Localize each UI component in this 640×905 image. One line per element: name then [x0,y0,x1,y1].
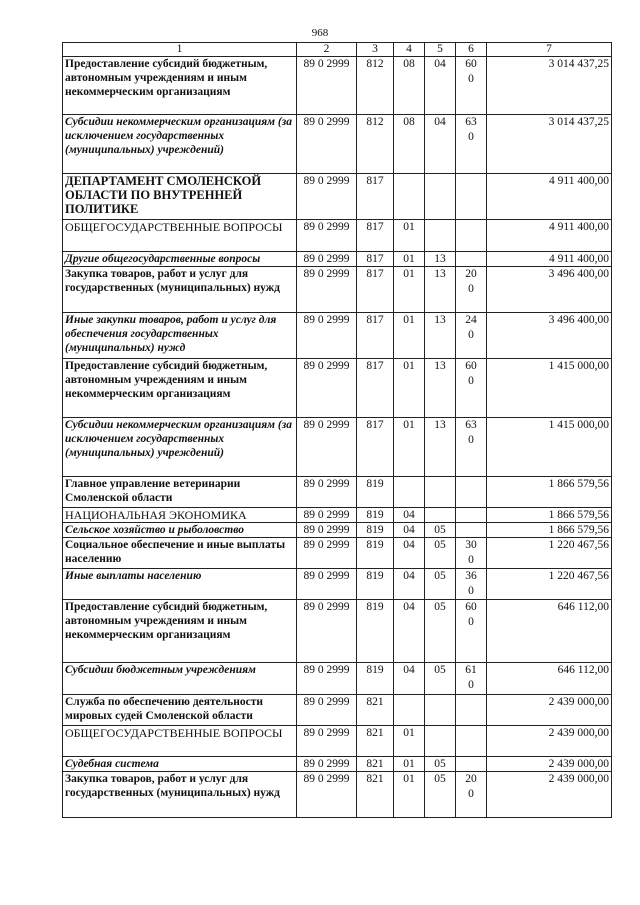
admin-code-cell: 821 [357,757,394,772]
section-cell: 01 [394,418,425,477]
admin-code-cell: 821 [357,772,394,818]
target-article-cell: 89 0 2999 [297,538,357,569]
target-article-cell: 89 0 2999 [297,418,357,477]
section-cell: 04 [394,600,425,663]
row-name-cell: ДЕПАРТАМЕНТ СМОЛЕНСКОЙ ОБЛАСТИ ПО ВНУТРЕННЕЙ ПОЛИТИКЕ [63,174,297,220]
row-name-cell: Субсидии некоммерческим организациям (за исключением государственных (муниципальных) учреждений) [63,418,297,477]
section-cell: 04 [394,663,425,695]
expense-type-cell [456,267,487,313]
section-cell: 01 [394,267,425,313]
subsection-cell: 05 [425,523,456,538]
expense-type-cell [456,313,487,359]
subsection-cell [425,477,456,508]
admin-code-cell: 817 [357,252,394,267]
amount-cell: 1 866 579,56 [487,523,612,538]
expense-type-code: 600 [465,601,477,628]
admin-code-cell: 819 [357,523,394,538]
table-row [63,418,612,477]
target-article-cell: 89 0 2999 [297,313,357,359]
target-article-cell: 89 0 2999 [297,174,357,220]
subsection-cell [425,220,456,252]
row-name-cell: Другие общегосударственные вопросы [63,252,297,267]
expense-type-cell [456,600,487,663]
section-cell: 04 [394,538,425,569]
target-article-cell: 89 0 2999 [297,695,357,726]
target-article-cell: 89 0 2999 [297,57,357,115]
amount-cell: 3 496 400,00 [487,267,612,313]
subsection-cell: 05 [425,757,456,772]
expense-type-cell [456,695,487,726]
amount-cell: 3 014 437,25 [487,57,612,115]
row-name-cell: Предоставление субсидий бюджетным, автономным учреждениям и иным некоммерческим организациям [63,359,297,418]
target-article-cell: 89 0 2999 [297,508,357,523]
amount-cell: 1 415 000,00 [487,359,612,418]
subsection-cell: 13 [425,418,456,477]
subsection-cell: 04 [425,115,456,174]
target-article-cell: 89 0 2999 [297,772,357,818]
admin-code-cell: 812 [357,115,394,174]
expense-type-cell [456,523,487,538]
row-name-cell: НАЦИОНАЛЬНАЯ ЭКОНОМИКА [63,508,297,523]
row-name-cell: Закупка товаров, работ и услуг для государственных (муниципальных) нужд [63,772,297,818]
subsection-cell [425,695,456,726]
amount-cell: 1 220 467,56 [487,569,612,600]
target-article-cell: 89 0 2999 [297,663,357,695]
expense-type-code: 360 [465,570,477,597]
expense-type-code: 200 [465,268,477,295]
admin-code-cell: 819 [357,508,394,523]
amount-cell: 4 911 400,00 [487,252,612,267]
row-name-cell: Иные закупки товаров, работ и услуг для обеспечения государственных (муниципальных) нужд [63,313,297,359]
header-cell: 2 [297,43,357,57]
expense-type-code: 630 [465,419,477,446]
expense-type-cell [456,115,487,174]
expense-type-cell [456,569,487,600]
table-row [63,726,612,757]
row-name-cell: ОБЩЕГОСУДАРСТВЕННЫЕ ВОПРОСЫ [63,726,297,757]
section-cell: 01 [394,757,425,772]
subsection-cell: 13 [425,313,456,359]
amount-cell: 1 415 000,00 [487,418,612,477]
section-cell: 01 [394,220,425,252]
expense-type-cell [456,477,487,508]
section-cell [394,174,425,220]
table-row [63,267,612,313]
table-row [63,57,612,115]
table-row [63,508,612,523]
column-number-row [63,43,612,57]
row-name-cell: Субсидии некоммерческим организациям (за исключением государственных (муниципальных) учреждений) [63,115,297,174]
expense-type-cell [456,418,487,477]
target-article-cell: 89 0 2999 [297,600,357,663]
table-row [63,757,612,772]
table-row [63,252,612,267]
admin-code-cell: 817 [357,220,394,252]
row-name-cell: Социальное обеспечение и иные выплаты населению [63,538,297,569]
row-name-cell: Иные выплаты населению [63,569,297,600]
admin-code-cell: 817 [357,174,394,220]
amount-cell: 2 439 000,00 [487,757,612,772]
target-article-cell: 89 0 2999 [297,359,357,418]
row-name-cell: Предоставление субсидий бюджетным, автономным учреждениям и иным некоммерческим организациям [63,600,297,663]
subsection-cell: 04 [425,57,456,115]
expense-type-cell [456,252,487,267]
expense-type-code: 240 [465,314,477,341]
subsection-cell: 05 [425,772,456,818]
section-cell: 08 [394,115,425,174]
expense-type-cell [456,359,487,418]
section-cell: 01 [394,726,425,757]
subsection-cell: 05 [425,538,456,569]
amount-cell: 3 014 437,25 [487,115,612,174]
table-row [63,523,612,538]
admin-code-cell: 812 [357,57,394,115]
section-cell: 04 [394,569,425,600]
admin-code-cell: 819 [357,538,394,569]
amount-cell: 2 439 000,00 [487,695,612,726]
subsection-cell: 13 [425,252,456,267]
expense-type-code: 300 [465,539,477,566]
expense-type-code: 630 [465,116,477,143]
row-name-cell: Сельское хозяйство и рыболовство [63,523,297,538]
admin-code-cell: 819 [357,569,394,600]
amount-cell: 1 866 579,56 [487,508,612,523]
subsection-cell [425,726,456,757]
table-row [63,477,612,508]
subsection-cell: 13 [425,267,456,313]
section-cell [394,477,425,508]
admin-code-cell: 817 [357,313,394,359]
target-article-cell: 89 0 2999 [297,220,357,252]
table-row [63,115,612,174]
expense-type-code: 610 [465,664,477,691]
table-row [63,313,612,359]
section-cell: 01 [394,359,425,418]
amount-cell: 1 220 467,56 [487,538,612,569]
row-name-cell: Предоставление субсидий бюджетным, автономным учреждениям и иным некоммерческим организациям [63,57,297,115]
admin-code-cell: 821 [357,695,394,726]
target-article-cell: 89 0 2999 [297,267,357,313]
target-article-cell: 89 0 2999 [297,252,357,267]
header-cell: 5 [425,43,456,57]
expense-type-cell [456,757,487,772]
amount-cell: 1 866 579,56 [487,477,612,508]
expense-type-cell [456,220,487,252]
row-name-cell: Служба по обеспечению деятельности мировых судей Смоленской области [63,695,297,726]
expense-type-cell [456,726,487,757]
expense-type-code: 200 [465,773,477,800]
table-row [63,663,612,695]
target-article-cell: 89 0 2999 [297,523,357,538]
amount-cell: 646 112,00 [487,663,612,695]
expense-type-code: 600 [465,58,477,85]
amount-cell: 2 439 000,00 [487,726,612,757]
row-name-cell: Субсидии бюджетным учреждениям [63,663,297,695]
header-cell: 4 [394,43,425,57]
target-article-cell: 89 0 2999 [297,726,357,757]
row-name-cell: Закупка товаров, работ и услуг для государственных (муниципальных) нужд [63,267,297,313]
expense-type-cell [456,174,487,220]
section-cell: 01 [394,252,425,267]
section-cell: 04 [394,523,425,538]
expense-type-cell [456,57,487,115]
target-article-cell: 89 0 2999 [297,115,357,174]
table-row [63,359,612,418]
page-number: 968 [311,27,329,39]
subsection-cell [425,508,456,523]
subsection-cell: 13 [425,359,456,418]
table-row [63,600,612,663]
expense-type-cell [456,538,487,569]
admin-code-cell: 817 [357,359,394,418]
table-row [63,695,612,726]
amount-cell: 646 112,00 [487,600,612,663]
section-cell: 01 [394,313,425,359]
admin-code-cell: 819 [357,663,394,695]
header-cell: 3 [357,43,394,57]
row-name-cell: Главное управление ветеринарии Смоленской области [63,477,297,508]
amount-cell: 2 439 000,00 [487,772,612,818]
subsection-cell: 05 [425,569,456,600]
admin-code-cell: 819 [357,600,394,663]
table-row [63,220,612,252]
amount-cell: 3 496 400,00 [487,313,612,359]
target-article-cell: 89 0 2999 [297,569,357,600]
expense-type-cell [456,663,487,695]
header-cell: 6 [456,43,487,57]
admin-code-cell: 817 [357,267,394,313]
section-cell: 01 [394,772,425,818]
row-name-cell: Судебная система [63,757,297,772]
subsection-cell: 05 [425,663,456,695]
admin-code-cell: 821 [357,726,394,757]
row-name-cell: ОБЩЕГОСУДАРСТВЕННЫЕ ВОПРОСЫ [63,220,297,252]
amount-cell: 4 911 400,00 [487,220,612,252]
subsection-cell: 05 [425,600,456,663]
target-article-cell: 89 0 2999 [297,477,357,508]
table-row [63,538,612,569]
expense-type-code: 600 [465,360,477,387]
table-row [63,569,612,600]
table-row [63,174,612,220]
header-cell: 7 [487,43,612,57]
table-row [63,772,612,818]
section-cell [394,695,425,726]
expense-type-cell [456,772,487,818]
admin-code-cell: 817 [357,418,394,477]
target-article-cell: 89 0 2999 [297,757,357,772]
subsection-cell [425,174,456,220]
admin-code-cell: 819 [357,477,394,508]
section-cell: 08 [394,57,425,115]
section-cell: 04 [394,508,425,523]
budget-table [62,42,612,818]
expense-type-cell [456,508,487,523]
amount-cell: 4 911 400,00 [487,174,612,220]
header-cell: 1 [63,43,297,57]
